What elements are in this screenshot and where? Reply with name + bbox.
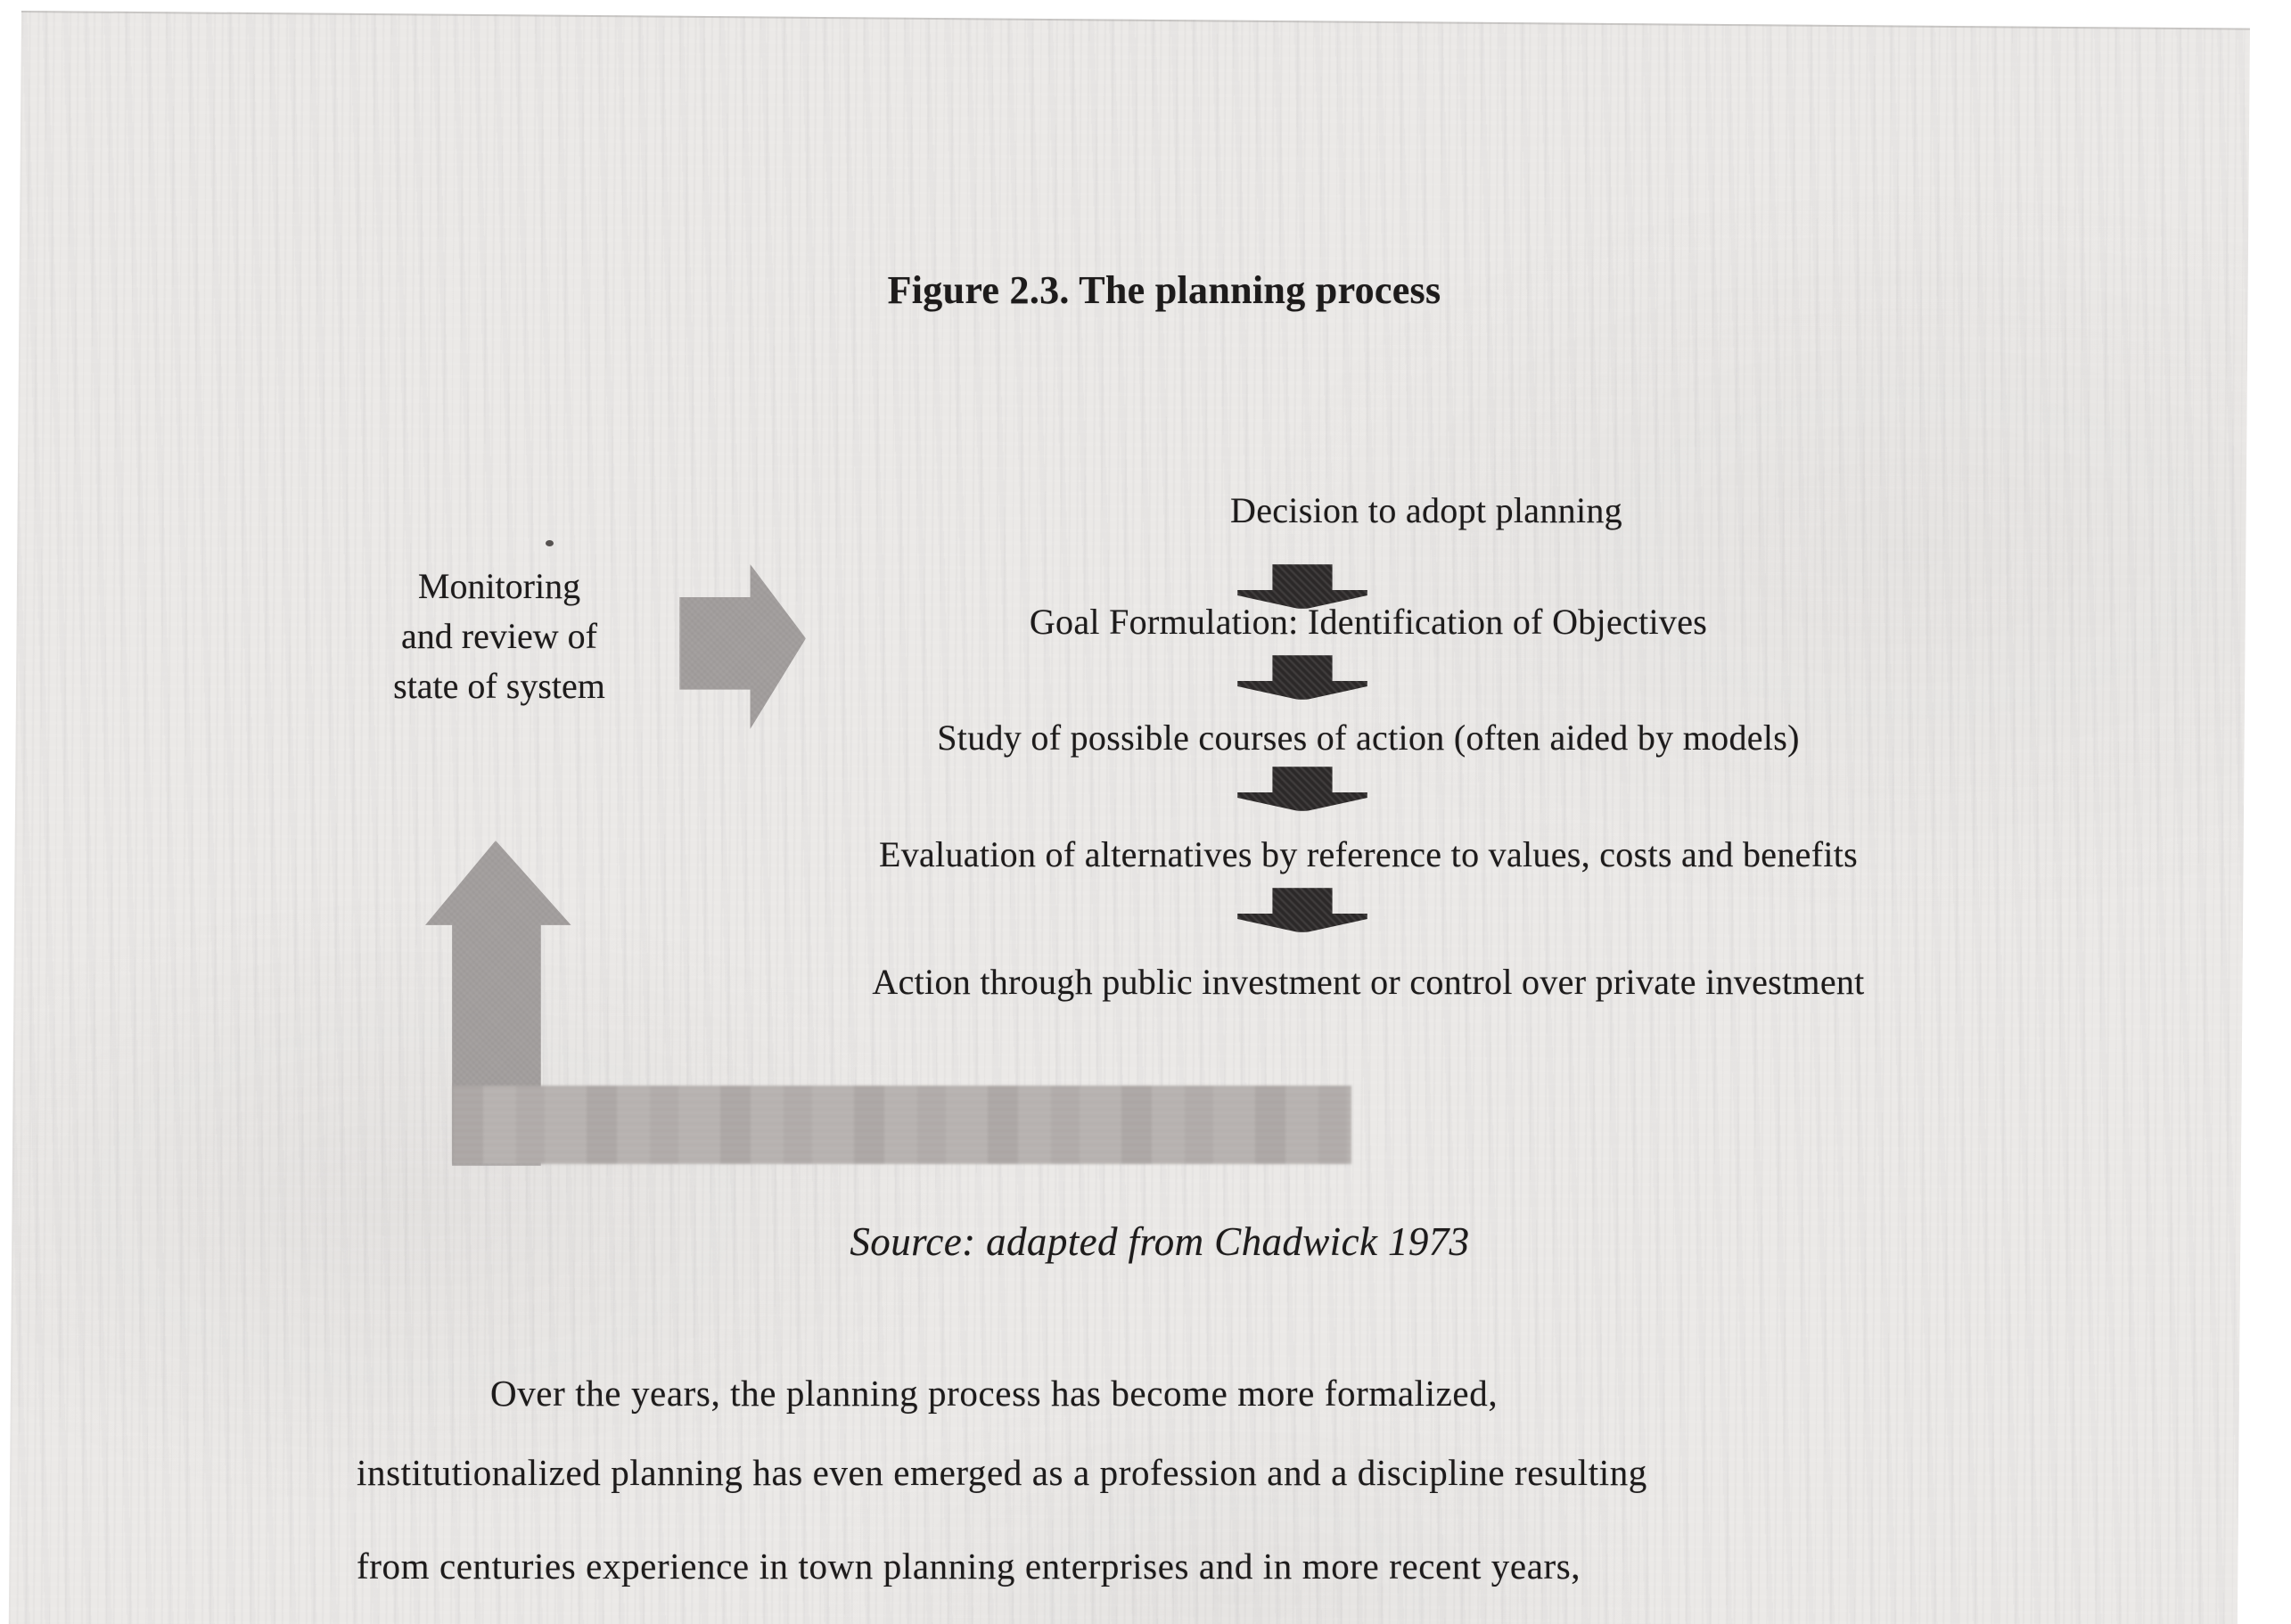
paragraph-line-2: institutionalized planning has even emerged as a profession and a discipline resulting	[357, 1452, 1647, 1493]
feedback-label	[365, 562, 633, 711]
stage-decision-to-adopt: Decision to adopt planning	[1230, 490, 1622, 530]
stage-evaluation: Evaluation of alternatives by reference to values, costs and benefits	[878, 834, 1859, 874]
feedback-label-line-3: state of system	[393, 666, 605, 706]
paragraph-line-1: Over the years, the planning process has become more formalized,	[490, 1373, 1499, 1414]
stage-study-of-courses: Study of possible courses of action (often aided by models)	[937, 718, 1800, 758]
feedback-label-line-1: Monitoring	[417, 566, 581, 606]
feedback-path-bar	[453, 1086, 1351, 1164]
stage-action: Action through public investment or control over private investment	[872, 962, 1865, 1002]
figure-source: Source: adapted from Chadwick 1973	[850, 1219, 1470, 1264]
scan-speck	[546, 540, 554, 546]
figure-title: Figure 2.3. The planning process	[887, 268, 1441, 312]
stage-goal-formulation: Goal Formulation: Identification of Objectives	[1029, 602, 1708, 642]
paragraph-line-3: from centuries experience in town planning enterprises and in more recent years,	[357, 1546, 1581, 1587]
feedback-label-line-2: and review of	[401, 616, 597, 656]
